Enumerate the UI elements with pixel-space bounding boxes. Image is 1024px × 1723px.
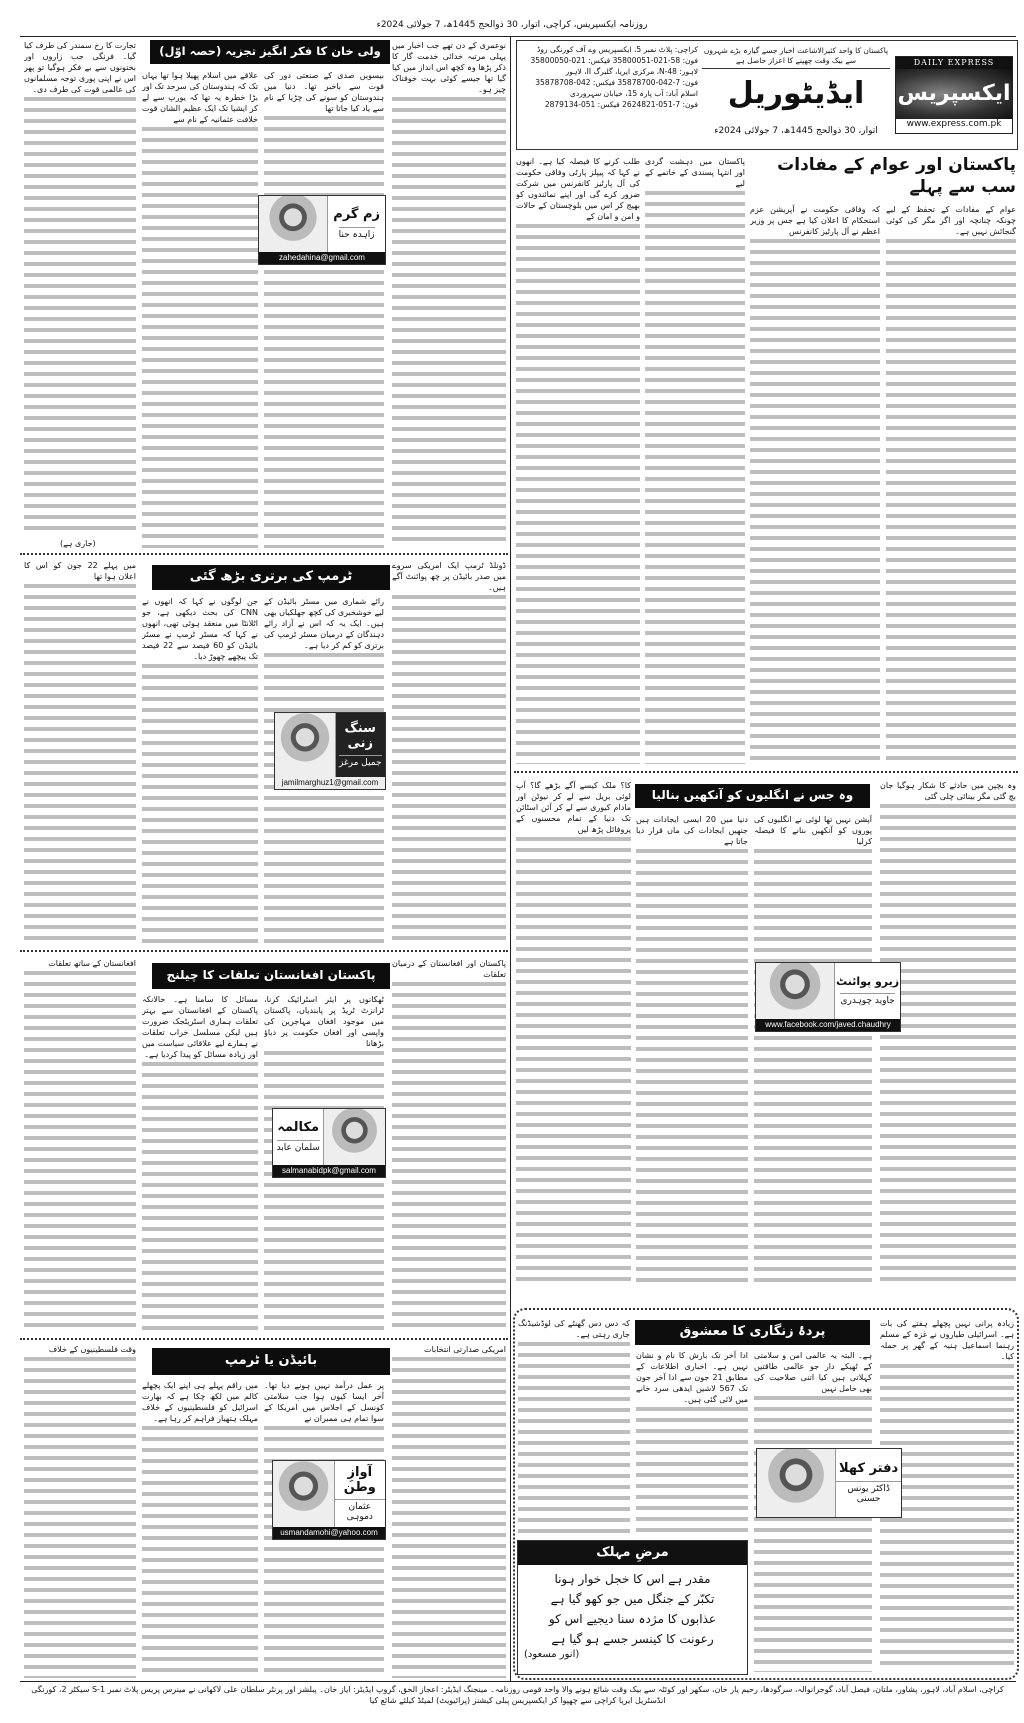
author-photo: [275, 713, 336, 777]
text-lines: [264, 1051, 384, 1330]
column-text: ادا آخر تک بارش کا نام و نشان نہیں ہے۔ اخباری اطلاعات کے مطابق 21 جون سے ادا آخر جون تک 567 لاشیں ایدھی سرد خانے میں لائی گئی ہیں۔: [636, 1351, 748, 1404]
article-column: [24, 560, 136, 945]
text-lines: [392, 982, 506, 1330]
text-lines: [142, 1062, 258, 1330]
column-text: وہ بچپن میں حادثے کا شکار ہوگیا جان بچ گئی مگر بینائی چلی گئی: [880, 781, 1016, 801]
article-column: [24, 958, 136, 1330]
column-text: طلب کرنے کا فیصلہ کیا ہے۔ انھوں نے کہا کہ پیپلز پارٹی وفاقی حکومت کی آل پارٹیز کانفرنس میں شرکت ضرور کرے گی اور اپنے نمائندوں کو بھیج کر اس میں بلوچستان کے حالات و امن و امان کے: [516, 157, 640, 221]
author-photo: [273, 1461, 335, 1527]
text-lines: [518, 1342, 630, 1538]
address-line: اسلام آباد: آب پارہ 15، خیابان سہروردی: [570, 89, 698, 98]
author-photo: [259, 196, 328, 252]
text-lines: [636, 849, 748, 1285]
masthead-date: اتوار، 30 ذوالحج 1445ھ، 7 جولائی 2024ء: [714, 126, 878, 136]
text-lines: [392, 97, 506, 548]
section-divider: [20, 553, 508, 555]
article-column: [142, 70, 258, 548]
text-lines: [264, 116, 384, 548]
text-lines: [750, 239, 880, 764]
text-lines: [142, 1426, 258, 1678]
column-box-zam-garam: [258, 195, 386, 265]
text-lines: [880, 804, 1016, 1285]
article-column: [392, 1344, 506, 1678]
section-divider: [20, 1338, 508, 1340]
address-line: فون: 7-051-2624821 فیکس: 051-2879134: [544, 100, 698, 109]
imprint-footer: کراچی، اسلام آباد، لاہور، پشاور، ملتان، فیصل آباد، گوجرانوالہ، سرگودھا، رحیم یار خان، سکھر اور کوئٹہ سے بیک وقت شائع ہونے والا واحد قومی روزنامہ۔ مینجنگ ایڈیٹر: اعجاز الحق، گروپ ایڈیٹر: ایاز خان۔ پبلشر اور پرنٹر سلطان علی لاکھانی نے مینرس پریس پلاٹ نمبر S-1 سیکٹر 2، کورنگی انڈسٹریل ایریا کراچی سے چھپوا کر ایکسپریس پبلی کیشنز (پرائیویٹ) لمیٹڈ کیلئے شائع کیا: [31, 1685, 1004, 1705]
address-line: فون: 7-042-35878700 فیکس: 042-35878708: [535, 78, 698, 87]
text-lines: [754, 1396, 872, 1672]
column-box-mukalma: [272, 1108, 386, 1178]
column-title: دفتر کھلا: [839, 1461, 899, 1477]
article-column: [754, 814, 872, 1285]
logo-band: DAILY EXPRESS: [896, 57, 1012, 69]
poet-name: (انور مسعود): [524, 1649, 580, 1660]
column-text: ڈونلڈ ٹرمپ ایک امریکی سروے میں صدر بائیڈن پر چھ پوائنٹ آگے ہیں۔: [392, 561, 506, 592]
article-column: [24, 40, 136, 536]
poem-line: تکبّر کے جنگل میں جو کھو گیا ہے: [550, 1592, 715, 1606]
text-lines: [142, 127, 258, 548]
column-text: عوام کے مفادات کے تحفظ کے لیے چونکہ چنانچہ اور اگر مگر کی کوئی گنجائش نہیں ہے۔: [886, 205, 1016, 236]
column-text: علاقے میں اسلام پھیلا ہوا تھا یہاں تک کہ ہندوستان کی سرحد تک اور بڑا خطرہ یہ تھا کہ یورپ سے لے کر ایشیا تک ایک عظیم الشان قوت خلافت عثمانیہ کے نام سے: [142, 71, 258, 124]
article-column: [264, 70, 384, 548]
address-line: فون: 58-021-35800051 فیکس: 021-35800050: [530, 56, 698, 65]
poem-box: [517, 1540, 748, 1675]
text-lines: [645, 191, 745, 764]
poem-line: رعونت کا کینسر جسے ہو گیا ہے: [551, 1632, 714, 1646]
column-text: امریکی صدارتی انتخابات: [424, 1345, 506, 1354]
author-email[interactable]: jamilmarghuz1@gmail.com: [275, 777, 385, 789]
editorial-column: [516, 156, 640, 764]
column-text: رائے شماری میں مسٹر بائیڈن کے لیے خوشخبری کی کچھ جھلکیاں بھی ہیں۔ ایک یہ کہ اس نے آزاد رائے دہندگان کے درمیان مسٹر ٹرمپ کی برتری کو کم کر دیا ہے۔: [264, 597, 384, 650]
author-link[interactable]: www.facebook.com/javed.chaudhry: [756, 1019, 900, 1031]
column-box-sang-zani: [274, 712, 386, 790]
poem-line: عذابوں کا مژدہ سنا دیجیے اس کو: [548, 1612, 717, 1626]
author-name: عثمان دموہی: [335, 1499, 385, 1522]
column-text: پر عمل درآمد نہیں ہونے دیا تھا۔ آخر ایسا کیوں ہوا جب سلامتی کونسل کے اجلاس میں امریکا کے سوا تمام ہی ممبران نے: [264, 1381, 384, 1423]
text-lines: [24, 971, 136, 1330]
author-email[interactable]: salmanabidpk@gmail.com: [273, 1165, 385, 1177]
top-rule: [20, 36, 1016, 37]
trump-headline: ٹرمپ کی برتری بڑھ گئی: [152, 565, 390, 590]
column-box-daftar-khula: [756, 1448, 902, 1518]
column-text: وقت فلسطینیوں کے خلاف: [48, 1345, 136, 1354]
text-lines: [754, 849, 872, 1285]
bottom-rule: [20, 1681, 1016, 1682]
author-name: ڈاکٹر یونس حسنی: [836, 1481, 901, 1504]
text-lines: [516, 224, 640, 764]
author-name: سلمان عابد: [277, 1140, 320, 1153]
column-title: آوازِ وطن: [343, 1465, 376, 1495]
article-column: [142, 994, 258, 1330]
column-box-awaz-e-watan: [272, 1460, 386, 1540]
column-text: آپشن نہیں تھا لوئی نے انگلیوں کی پوروں کو آنکھیں بنانے کا فیصلہ کرلیا: [754, 815, 872, 846]
text-lines: [24, 584, 136, 945]
article-column: [880, 780, 1016, 1285]
article-column: [518, 1318, 630, 1538]
text-lines: [392, 1357, 506, 1678]
author-email[interactable]: usmandamohi@yahoo.com: [273, 1527, 385, 1539]
column-text: کہ دس دس گھنٹے کی لوڈشیڈنگ جاری رہتی ہے۔: [518, 1319, 630, 1339]
continued-label: (جاری ہے): [60, 539, 96, 548]
column-text: کہ وفاقی حکومت نے آپریشن عزم استحکام کا اعلان کیا ہے جس پر وزیر اعظم نے آل پارٹیز کانفرنس: [750, 205, 880, 236]
column-text: پاکستان میں دہشت گردی اور انتہا پسندی کے خاتمے کے لیے: [645, 157, 745, 188]
text-lines: [636, 1407, 748, 1538]
text-lines: [880, 1364, 1014, 1672]
masthead-addresses: [520, 44, 698, 110]
article-column: [142, 596, 258, 945]
text-lines: [392, 595, 506, 945]
editorial-headline: پاکستان اور عوام کے مفادات سب سے پہلے: [777, 155, 1016, 197]
text-lines: [264, 653, 384, 945]
article-column: [142, 1380, 258, 1678]
column-text: میں پہلے 22 جون کو اس کا اعلان ہوا تھا: [24, 561, 136, 581]
text-lines: [24, 97, 136, 536]
author-email[interactable]: zahedahina@gmail.com: [259, 252, 385, 264]
column-box-zero-point: [755, 962, 901, 1032]
column-text: ہے۔ البتہ یہ عالمی امن و سلامتی کے ٹھیکے دار جو عالمی طاقتیں کہلاتی ہیں کیا اتنی صلاحیت کی بھی حامل نہیں: [754, 1351, 872, 1393]
express-logo: [895, 56, 1013, 134]
column-text: زیادہ پرانی نہیں پچھلے ہفتے کی بات ہے۔ اسرائیلی طیاروں نے غزہ کے مسلم رہنما اسماعیل ہنیہ کے گھر پر حملہ کیا۔: [880, 1319, 1014, 1361]
author-photo: [323, 1109, 385, 1165]
article-column: [392, 958, 506, 1330]
column-text: کا؟ ملک کیسے آگے بڑھے گا؟ آپ لوئی بریل سے لے کر نیوٹن اور مادام کیوری سے لے کر آئن اسٹائن تک دنیا کے تمام محسنوں کے پروفائل پڑھ لیں: [516, 781, 631, 834]
author-name: زاہدہ حنا: [339, 227, 375, 240]
text-lines: [516, 837, 631, 1285]
text-lines: [24, 1357, 136, 1678]
column-title: زیرو پوائنٹ: [836, 975, 900, 989]
poem-line: مقدر ہے اس کا خجل خوار ہونا: [554, 1572, 711, 1586]
address-line: کراچی: پلاٹ نمبر 5، ایکسپریس وے آف کورنگی روڈ: [537, 45, 698, 54]
column-text: ٹھکانوں پر ایئر اسٹرائیک کرنا، ٹرانزٹ ٹریڈ پر پابندیاں، پاکستان میں موجود افغان مہاجرین کی واپسی اور افغان حکومت پر دباؤ بڑھانا: [264, 995, 384, 1048]
section-divider: [20, 950, 508, 952]
editorial-column: [886, 204, 1016, 764]
column-title: زم گرم: [333, 207, 381, 223]
column-text: جن لوگوں نے کہا کہ انھوں نے CNN کی بحث دیکھی ہے، جو اٹلانٹا میں منعقد ہوئی تھی، انھوں نے کہا کہ مسٹر ٹرمپ نے مسٹر بائیڈن کو 60 فیصد سے 22 فیصد تک پیچھے چھوڑ دیا۔: [142, 597, 258, 661]
column-text: میں راقم پہلے ہی اپنے ایک پچھلے کالم میں لکھ چکا ہے کہ بھارت اسرائیل کو فلسطینیوں کے خلاف مہلک ہتھیار فراہم کر رہا ہے۔: [142, 1381, 258, 1423]
biden-headline: بائیڈن یا ٹرمپ: [152, 1348, 390, 1375]
author-photo: [756, 963, 835, 1019]
address-line: لاہور: N-48، مرکزی ایریا، گلبرگ II، لاہور: [565, 67, 698, 76]
article-column: [636, 1350, 748, 1538]
braille-headline: وہ جس نے انگلیوں کو آنکھیں بنالیا: [635, 784, 870, 808]
logo-text: ایکسپریس: [896, 69, 1012, 119]
article-column: [392, 40, 506, 548]
article-column: [392, 560, 506, 945]
column-text: پاکستان اور افغانستان کے درمیان تعلقات: [392, 959, 506, 979]
section-divider: [514, 771, 1018, 773]
center-divider: [510, 36, 511, 1681]
article-column: [24, 1344, 136, 1678]
column-text: نوعمری کے دن تھے جب اخبار میں پہلی مرتبہ خدائی خدمت گار کا ذکر پڑھا وہ کچھ اس انداز میں کیا گیا تھا جیسے کوئی بہت خوفناک چیز ہو۔: [392, 41, 506, 94]
text-lines: [142, 664, 258, 945]
masthead-tagline: پاکستان کا واحد کثیرالاشاعت اخبار جسے گیارہ بڑے شہروں سے بیک وقت چھپنے کا اعزاز حاصل ہے: [702, 46, 890, 69]
column-text: مسائل کا سامنا ہے۔ حالانکہ پاکستان کے افغانستان سے بہتر تعلقات ہماری اسٹریٹجک ضرورت ہیں لیکن مسلسل خراب تعلقات نے ہمارے لیے علاقائی سیاست میں اور زیادہ مسائل کو پیدا کردیا ہے۔: [142, 995, 258, 1059]
column-text: افغانستان کے ساتھ تعلقات: [48, 959, 136, 968]
editorial-column: [750, 204, 880, 764]
column-title: سنگ زنی: [344, 721, 376, 751]
author-photo: [757, 1449, 836, 1517]
author-name: جمیل مرغز: [339, 755, 382, 768]
logo-url: www.express.com.pk: [906, 119, 1002, 129]
masthead-title: ایڈیٹوریل: [727, 76, 865, 111]
column-text: دنیا میں 20 ایسی ایجادات ہیں جنھیں ایجادات کی ماں قرار دیا جاتا ہے: [636, 815, 748, 846]
pak-afghan-headline: پاکستان افغانستان تعلقات کا چیلنج: [152, 963, 390, 989]
parda-headline: پردۂ زنگاری کا معشوق: [635, 1320, 870, 1345]
column-title: مکالمہ: [277, 1120, 320, 1136]
author-name: جاوید چوہدری: [840, 993, 894, 1006]
article-column: [636, 814, 748, 1285]
wali-khan-headline: ولی خان کا فکر انگیز تجزیہ (حصہ اوّل): [150, 40, 390, 64]
poem-title: مرضِ مہلک: [518, 1541, 747, 1565]
article-column: [516, 780, 631, 1285]
column-text: بیسویں صدی کے صنعتی دور کی قوت سے باخبر تھا۔ دنیا میں ہندوستان کو سونے کی چڑیا کے نام سے یاد کیا جاتا تھا: [264, 71, 384, 113]
column-text: تجارت کا رخ سمندر کی طرف کیا گیا۔ فرنگی جب زاروں اور بختونوں سے بے فکر ہوگیا تو پھر اس نے اپنی پوری توجہ مسلمانوں کی عالمی قوت کی طرف دی۔: [24, 41, 136, 94]
dateline: روزنامہ ایکسپریس، کراچی، اتوار، 30 ذوالحج 1445ھ، 7 جولائی 2024ء: [376, 20, 648, 30]
text-lines: [886, 239, 1016, 764]
editorial-column: [645, 156, 745, 764]
